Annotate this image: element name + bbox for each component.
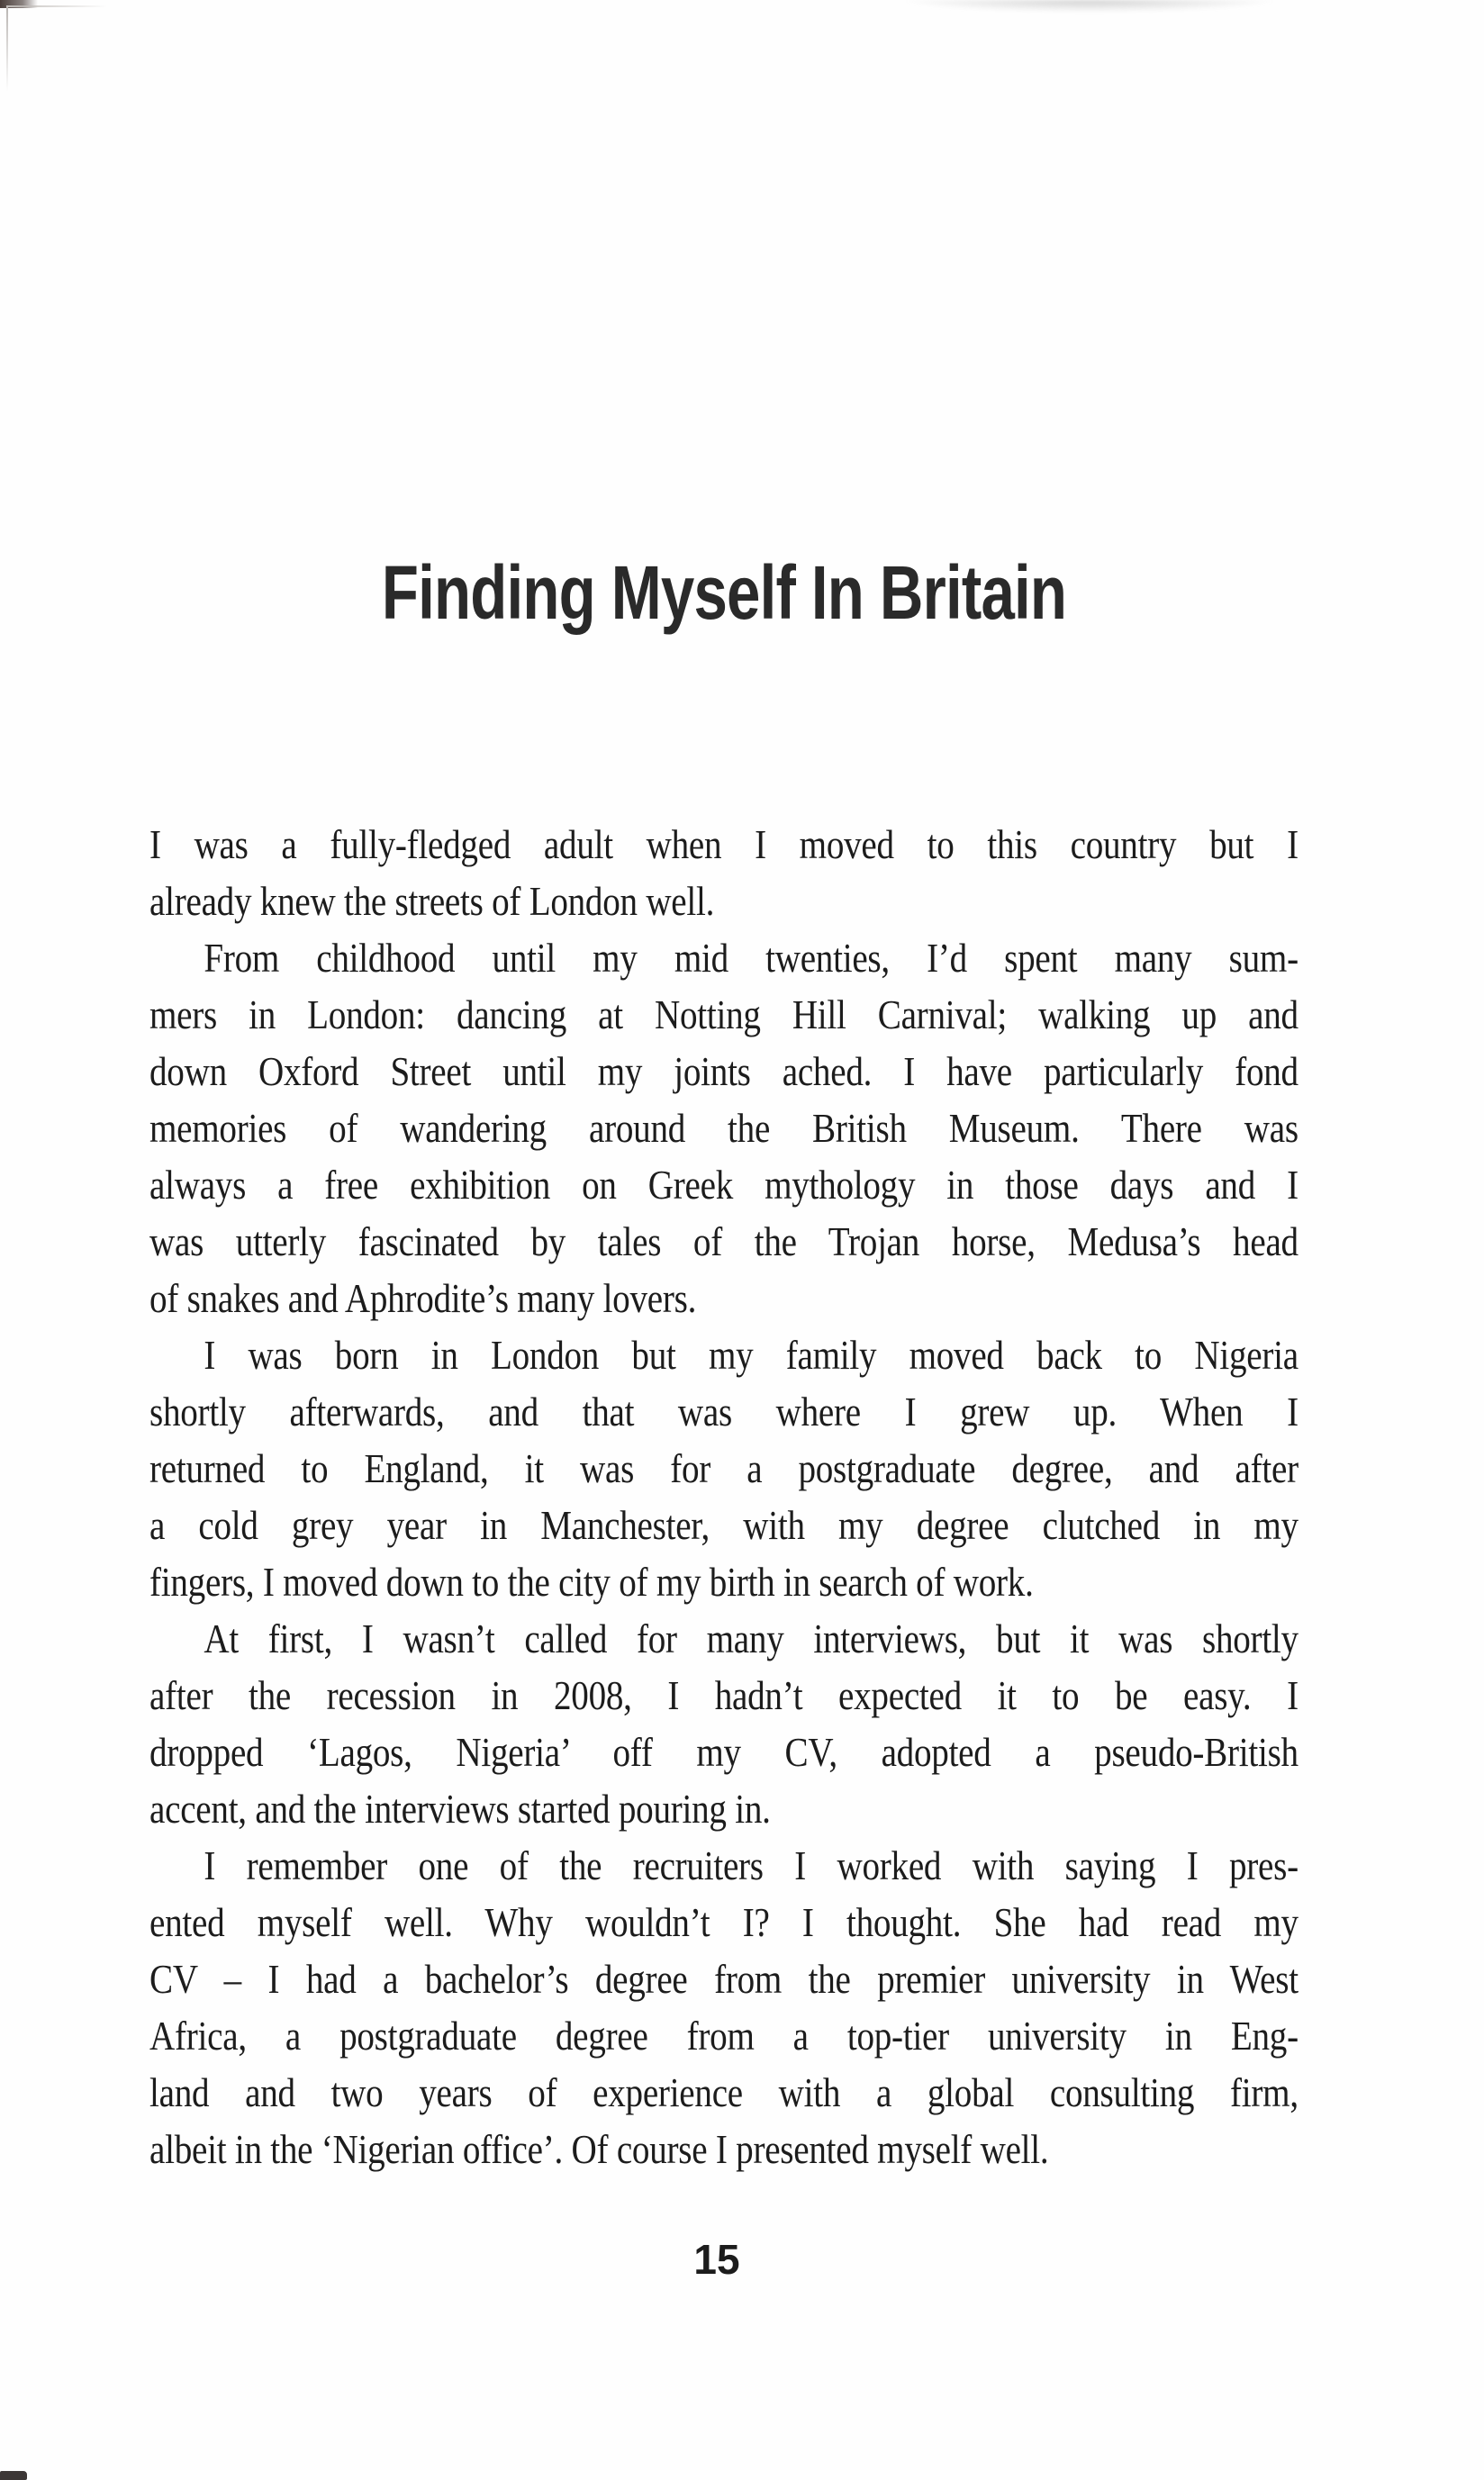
- body-line: memories of wandering around the British Museum. There was: [149, 1105, 1298, 1151]
- body-line: a cold grey year in Manchester, with my degree clutched in my: [149, 1502, 1298, 1548]
- chapter-title: Finding Myself In Britain: [381, 550, 1067, 635]
- body-line: dropped ‘Lagos, Nigeria’ off my CV, adopted a pseudo-British: [149, 1729, 1298, 1775]
- body-text: [149, 816, 1298, 2177]
- body-line: accent, and the interviews started pouring in.: [149, 1786, 771, 1832]
- page-number: 15: [693, 2236, 740, 2283]
- body-line: albeit in the ‘Nigerian office’. Of course I presented myself well.: [149, 2126, 1049, 2172]
- body-line: after the recession in 2008, I hadn’t expected it to be easy. I: [149, 1672, 1298, 1718]
- body-line: I remember one of the recruiters I worked with saying I pres-: [204, 1842, 1298, 1888]
- body-line: was utterly fascinated by tales of the Trojan horse, Medusa’s head: [149, 1218, 1298, 1264]
- body-line: returned to England, it was for a postgraduate degree, and after: [149, 1445, 1298, 1491]
- body-line: I was born in London but my family moved back to Nigeria: [204, 1332, 1298, 1378]
- body-line: of snakes and Aphrodite’s many lovers.: [149, 1275, 697, 1321]
- body-line: always a free exhibition on Greek mythology in those days and I: [149, 1162, 1298, 1208]
- body-line: fingers, I moved down to the city of my birth in search of work.: [149, 1559, 1034, 1605]
- body-line: From childhood until my mid twenties, I’d spent many sum-: [204, 935, 1298, 981]
- body-line: already knew the streets of London well.: [149, 878, 715, 924]
- body-line: Africa, a postgraduate degree from a top-tier university in Eng-: [149, 2013, 1298, 2059]
- body-line: At first, I wasn’t called for many interviews, but it was shortly: [204, 1616, 1298, 1661]
- body-line: down Oxford Street until my joints ached. I have particularly fond: [149, 1048, 1298, 1094]
- scan-artifact-bottom-left: [0, 2471, 27, 2480]
- scan-artifact-top-left: [0, 0, 38, 8]
- body-line: shortly afterwards, and that was where I grew up. When I: [149, 1389, 1298, 1435]
- body-line: ented myself well. Why wouldn’t I? I thought. She had read my: [149, 1899, 1298, 1945]
- body-line: I was a fully-fledged adult when I moved to this country but I: [149, 821, 1298, 867]
- scan-artifact-top-smudge: [900, 0, 1279, 13]
- scan-artifact-top-edge-line: [6, 5, 107, 7]
- body-line: land and two years of experience with a global consulting firm,: [149, 2069, 1298, 2115]
- body-line: CV – I had a bachelor’s degree from the premier university in West: [149, 1956, 1298, 2002]
- body-line: mers in London: dancing at Notting Hill Carnival; walking up and: [149, 991, 1298, 1037]
- scan-artifact-left-edge-line: [6, 5, 8, 92]
